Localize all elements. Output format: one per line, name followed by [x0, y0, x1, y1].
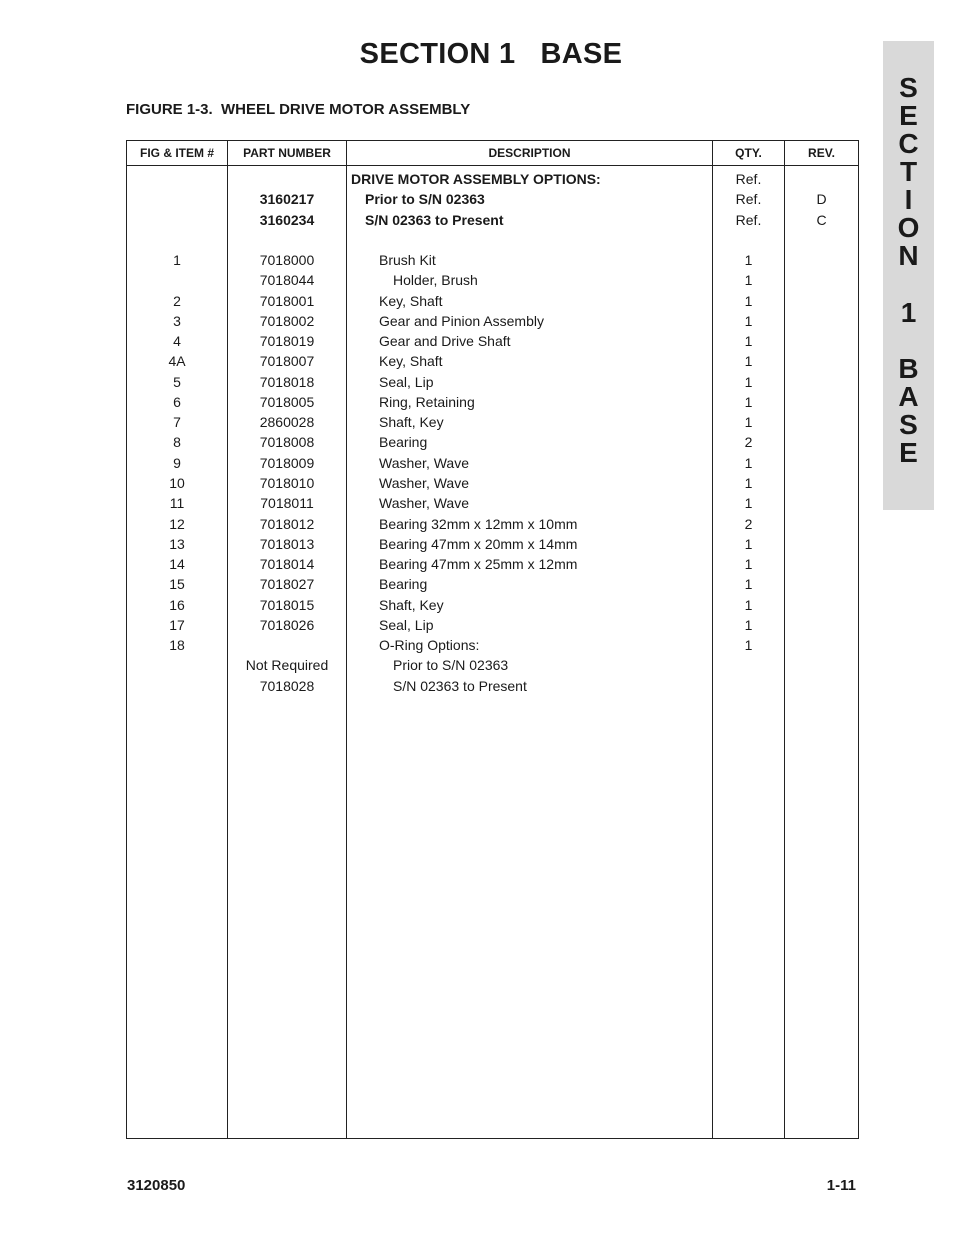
- rev-cell: [785, 473, 858, 493]
- qty-cell: Ref.: [735, 191, 762, 208]
- fig-item-cell: 14: [169, 556, 185, 573]
- part-number-cell: 3160234: [259, 211, 315, 228]
- qty-cell: 1: [744, 272, 753, 289]
- qty-cell: 2: [744, 434, 753, 451]
- description-cell: Prior to S/N 02363: [365, 191, 485, 208]
- description-cell: Bearing: [379, 434, 428, 451]
- qty-cell: 1: [744, 495, 753, 512]
- description-cell: Gear and Drive Shaft: [379, 333, 511, 350]
- qty-cell: 1: [744, 393, 753, 410]
- rev-cell: D: [816, 191, 827, 208]
- side-tab-letter: 1: [900, 297, 917, 328]
- rev-cell: [785, 534, 858, 554]
- description-cell: Bearing 47mm x 25mm x 12mm: [379, 556, 578, 573]
- part-number-cell: [228, 635, 346, 655]
- fig-item-cell: [127, 676, 227, 696]
- fig-item-cell: 7: [173, 414, 181, 431]
- side-tab-letter: N: [898, 240, 919, 271]
- part-number-cell: 7018010: [259, 474, 315, 491]
- description-cell: S/N 02363 to Present: [393, 677, 527, 694]
- fig-item-cell: [127, 189, 227, 209]
- fig-item-column: [127, 166, 228, 1139]
- column-header-qty: QTY.: [713, 141, 785, 166]
- qty-cell: [713, 230, 784, 250]
- qty-cell: 1: [744, 353, 753, 370]
- description-cell: Washer, Wave: [379, 474, 469, 491]
- column-header-part-number: PART NUMBER: [228, 141, 347, 166]
- part-number-cell: Not Required: [245, 657, 329, 674]
- description-cell: Shaft, Key: [379, 596, 444, 613]
- figure-title: FIGURE 1-3. WHEEL DRIVE MOTOR ASSEMBLY: [126, 101, 471, 118]
- page-number: 1-11: [826, 1177, 856, 1194]
- fig-item-cell: 15: [169, 576, 185, 593]
- fig-item-cell: 3: [173, 312, 181, 329]
- rev-cell: [785, 554, 858, 574]
- fig-item-cell: 1: [173, 252, 181, 269]
- fig-item-cell: 8: [173, 434, 181, 451]
- fig-item-cell: 5: [173, 373, 181, 390]
- description-cell: Shaft, Key: [379, 414, 444, 431]
- description-cell: [347, 230, 712, 250]
- rev-cell: C: [816, 211, 827, 228]
- description-cell: Bearing 47mm x 20mm x 14mm: [379, 535, 578, 552]
- qty-cell: 1: [744, 292, 753, 309]
- part-number-cell: 7018013: [259, 535, 315, 552]
- side-tab-letter: S: [899, 72, 918, 103]
- part-number-cell: [228, 230, 346, 250]
- qty-cell: Ref.: [735, 211, 762, 228]
- fig-item-cell: 16: [169, 596, 185, 613]
- rev-cell: [785, 514, 858, 534]
- rev-cell: [785, 169, 858, 189]
- rev-cell: [785, 291, 858, 311]
- qty-cell: 1: [744, 535, 753, 552]
- description-cell: Brush Kit: [379, 252, 436, 269]
- qty-cell: 1: [744, 373, 753, 390]
- description-cell: Gear and Pinion Assembly: [379, 312, 544, 329]
- qty-cell: [713, 655, 784, 675]
- section-side-tab: [883, 41, 934, 510]
- rev-cell: [785, 311, 858, 331]
- column-header-rev: REV.: [785, 141, 859, 166]
- side-tab-letter: B: [898, 353, 919, 384]
- qty-cell: 1: [744, 252, 753, 269]
- qty-cell: 1: [744, 414, 753, 431]
- rev-cell: [785, 331, 858, 351]
- table-header-row: [127, 141, 859, 166]
- rev-cell: [785, 351, 858, 371]
- fig-item-cell: [127, 230, 227, 250]
- qty-cell: 1: [744, 333, 753, 350]
- rev-cell: [785, 574, 858, 594]
- rev-cell: [785, 230, 858, 250]
- fig-item-cell: 13: [169, 535, 185, 552]
- qty-cell: 2: [744, 515, 753, 532]
- part-number-cell: 7018018: [259, 373, 315, 390]
- description-column: [347, 166, 713, 1139]
- qty-cell: 1: [744, 556, 753, 573]
- fig-item-cell: [127, 210, 227, 230]
- description-cell: DRIVE MOTOR ASSEMBLY OPTIONS:: [351, 171, 601, 187]
- side-tab-letter: S: [899, 409, 918, 440]
- part-number-cell: 7018002: [259, 312, 315, 329]
- fig-item-cell: 11: [169, 495, 185, 512]
- qty-cell: 1: [744, 312, 753, 329]
- fig-item-cell: 6: [173, 393, 181, 410]
- description-cell: Key, Shaft: [379, 292, 443, 309]
- rev-cell: [785, 615, 858, 635]
- rev-cell: [785, 412, 858, 432]
- qty-cell: 1: [744, 616, 753, 633]
- part-number-cell: 7018008: [259, 434, 315, 451]
- rev-cell: [785, 655, 858, 675]
- part-number-cell: 7018007: [259, 353, 315, 370]
- page-title: SECTION 1 BASE: [359, 38, 623, 70]
- part-number-cell: 7018014: [259, 556, 315, 573]
- qty-cell: 1: [744, 576, 753, 593]
- description-cell: Key, Shaft: [379, 353, 443, 370]
- rev-cell: [785, 270, 858, 290]
- description-cell: S/N 02363 to Present: [365, 211, 504, 228]
- qty-cell: Ref.: [735, 171, 762, 187]
- rev-cell: [785, 595, 858, 615]
- rev-cell: [785, 453, 858, 473]
- column-header-description: DESCRIPTION: [347, 141, 713, 166]
- fig-item-cell: 4: [173, 333, 181, 350]
- part-number-cell: 7018028: [259, 677, 315, 694]
- part-number-cell: 7018044: [259, 272, 315, 289]
- side-tab-letter: E: [899, 437, 918, 468]
- qty-column: [713, 166, 785, 1139]
- description-cell: Bearing: [379, 576, 428, 593]
- fig-item-cell: [127, 169, 227, 189]
- part-number-cell: [228, 169, 346, 189]
- side-tab-letter: I: [904, 184, 913, 215]
- description-cell: Bearing 32mm x 12mm x 10mm: [379, 515, 578, 532]
- description-cell: O-Ring Options:: [379, 637, 480, 654]
- fig-item-cell: [127, 655, 227, 675]
- part-number-cell: 7018015: [259, 596, 315, 613]
- part-number-cell: 7018000: [259, 252, 315, 269]
- part-number-column: [228, 166, 347, 1139]
- description-cell: Washer, Wave: [379, 495, 469, 512]
- qty-cell: [713, 676, 784, 696]
- column-header-fig-item: FIG & ITEM #: [127, 141, 228, 166]
- description-cell: Washer, Wave: [379, 454, 469, 471]
- part-number-cell: 7018026: [259, 616, 315, 633]
- rev-cell: [785, 250, 858, 270]
- side-tab-letter: O: [897, 212, 920, 243]
- part-number-cell: 7018005: [259, 393, 315, 410]
- rev-cell: [785, 493, 858, 513]
- parts-list-table: [126, 140, 859, 1139]
- table-body-row: [127, 166, 859, 1139]
- side-tab-letter: T: [899, 156, 918, 187]
- rev-cell: [785, 635, 858, 655]
- fig-item-cell: 10: [169, 474, 185, 491]
- description-cell: Ring, Retaining: [379, 393, 475, 410]
- description-cell: Seal, Lip: [379, 616, 434, 633]
- part-number-cell: 3160217: [259, 191, 315, 208]
- part-number-cell: 7018011: [260, 495, 314, 512]
- part-number-cell: 7018009: [259, 454, 315, 471]
- part-number-cell: 7018001: [259, 292, 315, 309]
- fig-item-cell: 18: [169, 637, 185, 654]
- side-tab-letter: C: [898, 128, 919, 159]
- fig-item-cell: 9: [173, 454, 181, 471]
- rev-column: [785, 166, 859, 1139]
- part-number-cell: 2860028: [259, 414, 315, 431]
- qty-cell: 1: [744, 596, 753, 613]
- qty-cell: 1: [744, 474, 753, 491]
- rev-cell: [785, 392, 858, 412]
- part-number-cell: 7018027: [259, 576, 315, 593]
- fig-item-cell: 17: [169, 616, 185, 633]
- fig-item-cell: 4A: [168, 353, 186, 370]
- rev-cell: [785, 432, 858, 452]
- description-cell: Holder, Brush: [393, 272, 478, 289]
- qty-cell: 1: [744, 637, 753, 654]
- qty-cell: 1: [744, 454, 753, 471]
- rev-cell: [785, 676, 858, 696]
- fig-item-cell: 2: [173, 292, 181, 309]
- document-number: 3120850: [127, 1177, 186, 1194]
- rev-cell: [785, 372, 858, 392]
- part-number-cell: 7018012: [259, 515, 315, 532]
- fig-item-cell: 12: [169, 515, 185, 532]
- description-cell: Prior to S/N 02363: [393, 657, 509, 674]
- fig-item-cell: [127, 270, 227, 290]
- part-number-cell: 7018019: [259, 333, 315, 350]
- description-cell: Seal, Lip: [379, 373, 434, 390]
- side-tab-letter: E: [899, 100, 918, 131]
- side-tab-letter: A: [898, 381, 919, 412]
